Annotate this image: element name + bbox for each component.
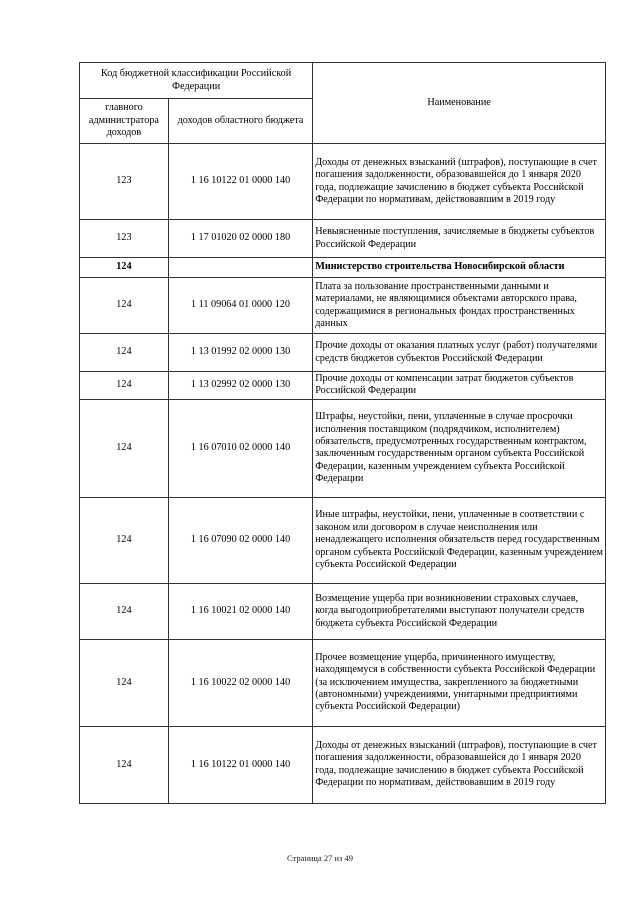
page-footer: Страница 27 из 49 (286, 853, 354, 863)
cell-income-code: 1 13 01992 02 0000 130 (168, 334, 312, 372)
table-row (80, 639, 606, 726)
cell-admin-code: 124 (80, 258, 169, 278)
table-row (80, 583, 606, 639)
cell-income-code: 1 17 01020 02 0000 180 (168, 220, 312, 258)
table-row (80, 258, 606, 278)
cell-income-code: 1 16 10122 01 0000 140 (168, 726, 312, 803)
cell-income-code: 1 16 07090 02 0000 140 (168, 497, 312, 583)
header-name: Наименование (313, 63, 606, 144)
budget-classification-table (79, 62, 606, 804)
table-row (80, 220, 606, 258)
cell-admin-code: 124 (80, 372, 169, 400)
cell-income-code: 1 16 07010 02 0000 140 (168, 399, 312, 497)
cell-name: Возмещение ущерба при возникновении страховых случаев, когда выгодоприобретателями выступают получатели средств бюджета субъекта Российской Федерации (313, 583, 606, 639)
cell-name: Штрафы, неустойки, пени, уплаченные в случае просрочки исполнения поставщиком (подрядчиком, исполнителем) обязательств, предусмотренных государственным контрактом, заключенным государственным органом субъекта Российской Федерации, казенным учреждением субъекта Российской Федерации (313, 399, 606, 497)
cell-name: Доходы от денежных взысканий (штрафов), поступающие в счет погашения задолженности, образовавшейся до 1 января 2020 года, подлежащие зачислению в бюджет субъекта Российской Федерации по нормативам, действовавшим в 2019 году (313, 726, 606, 803)
cell-admin-code: 124 (80, 278, 169, 334)
cell-income-code: 1 11 09064 01 0000 120 (168, 278, 312, 334)
cell-name: Прочие доходы от оказания платных услуг (работ) получателями средств бюджетов субъектов Российской Федерации (313, 334, 606, 372)
cell-admin-code: 124 (80, 334, 169, 372)
table-body (80, 144, 606, 804)
cell-name: Министерство строительства Новосибирской области (313, 258, 606, 278)
cell-income-code: 1 16 10022 02 0000 140 (168, 639, 312, 726)
table-row (80, 399, 606, 497)
table-header (80, 63, 606, 144)
header-income: доходов областного бюджета (168, 99, 312, 144)
cell-name: Иные штрафы, неустойки, пени, уплаченные в соответствии с законом или договором в случае неисполнения или ненадлежащего исполнения обязательств перед государственным органом субъекта Российской Федерации, казенным учреждением субъекта Российской Федерации (313, 497, 606, 583)
cell-admin-code: 124 (80, 726, 169, 803)
cell-admin-code: 124 (80, 399, 169, 497)
cell-name: Доходы от денежных взысканий (штрафов), поступающие в счет погашения задолженности, образовавшейся до 1 января 2020 года, подлежащие зачислению в бюджет субъекта Российской Федерации по нормативам, действовавшим в 2019 году (313, 144, 606, 220)
table-row (80, 334, 606, 372)
cell-admin-code: 123 (80, 220, 169, 258)
cell-name: Плата за пользование пространственными данными и материалами, не являющимися объектами авторского права, содержащимися в региональных фондах пространственных данных (313, 278, 606, 334)
cell-name: Прочее возмещение ущерба, причиненного имуществу, находящемуся в собственности субъекта Российской Федерации (за исключением имущества, закрепленного за бюджетными (автономными) учреждениями, унитарными предприятиями субъекта Российской Федерации) (313, 639, 606, 726)
cell-name: Невыясненные поступления, зачисляемые в бюджеты субъектов Российской Федерации (313, 220, 606, 258)
table-row (80, 497, 606, 583)
cell-name: Прочие доходы от компенсации затрат бюджетов субъектов Российской Федерации (313, 372, 606, 400)
cell-admin-code: 124 (80, 583, 169, 639)
table-row (80, 278, 606, 334)
header-group-code: Код бюджетной классификации Российской Федерации (80, 63, 313, 99)
cell-income-code: 1 13 02992 02 0000 130 (168, 372, 312, 400)
table-row (80, 372, 606, 400)
cell-income-code: 1 16 10122 01 0000 140 (168, 144, 312, 220)
table-row (80, 726, 606, 803)
header-admin: главного администратора доходов (80, 99, 169, 144)
cell-admin-code: 124 (80, 497, 169, 583)
cell-admin-code: 123 (80, 144, 169, 220)
table-row (80, 144, 606, 220)
cell-income-code: 1 16 10021 02 0000 140 (168, 583, 312, 639)
cell-admin-code: 124 (80, 639, 169, 726)
cell-income-code (168, 258, 312, 278)
